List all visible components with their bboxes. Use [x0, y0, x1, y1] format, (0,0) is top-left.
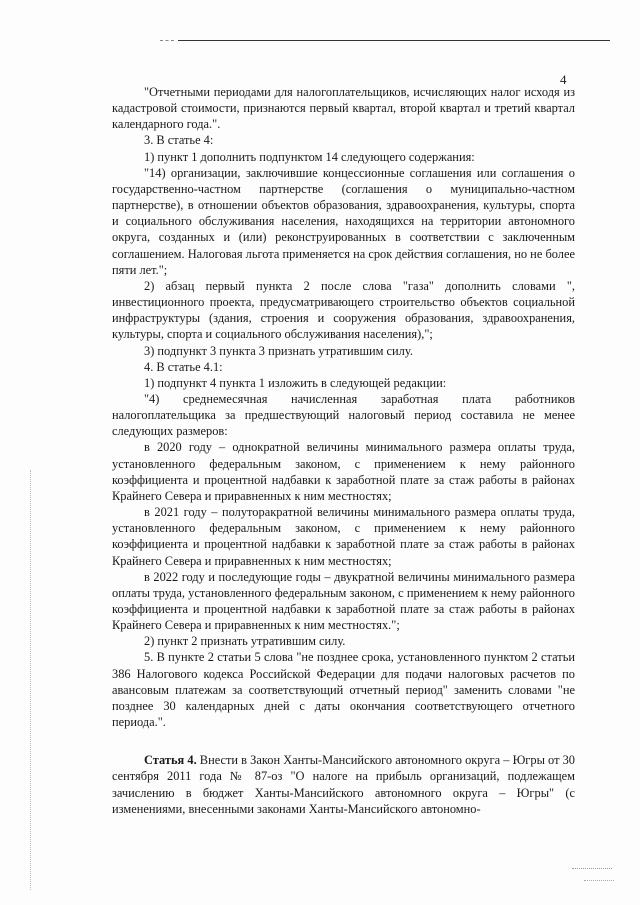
- paragraph-article4-heading: 3. В статье 4:: [144, 133, 214, 148]
- paragraph-article5-item2: 5. В пункте 2 статьи 5 слова "не позднее срока, установленного пунктом 2 статьи 386 Налогового кодекса Российской Федерации для подачи налоговых расчетов по авансовым платежам за соответствующий отчетный период" заменить словами "не позднее 30 календарных дней с даты окончания соответствующего отчетного периода.".: [112, 650, 575, 730]
- paragraph-year-2020: в 2020 году – однократной величины минимального размера оплаты труда, установленного федеральным законом, с применением к нему районного коэффициента и процентной надбавки к заработной плате за стаж работы в районах Крайнего Севера и приравненных к ним местностях;: [112, 440, 575, 503]
- footer-dots-2: [584, 880, 614, 881]
- paragraph-subitem4-intro: 1) подпункт 4 пункта 1 изложить в следующей редакции:: [144, 375, 447, 390]
- paragraph-item3: 3) подпункт 3 пункта 3 признать утратившим силу.: [144, 343, 413, 358]
- paragraph-article41-heading: 4. В статье 4.1:: [144, 359, 223, 374]
- header-dash: [160, 40, 174, 41]
- paragraph-item2: 2) абзац первый пункта 2 после слова "газа" дополнить словами ", инвестиционного проекта, предусматривающего строительство объектов социальной инфраструктуры (здания, строения и сооружения образования, здравоохранения, культуры, спорта и социального обслуживания населения),";: [112, 278, 575, 342]
- paragraph-year-2021: в 2021 году – полуторакратной величины минимального размера оплаты труда, установленного федеральным законом, с применением к нему районного коэффициента и процентной надбавки к заработной плате за стаж работы в районах Крайнего Севера и приравненных к ним местностях;: [112, 505, 575, 568]
- article-4-heading: Статья 4.: [144, 753, 197, 768]
- paragraph-subitem14: "14) организации, заключившие концессионные соглашения или соглашения о государственно-частном партнерстве (соглашения о муниципально-частном партнерстве), в отношении объектов образования, здравоохранения, культуры, спорта и социального обслуживания населения, находящихся на территории автономного округа, созданных и (или) реконструированных в соответствии с заключенным соглашением. Налоговая льгота применяется на срок действия соглашения, но не более пяти лет.";: [112, 165, 575, 277]
- margin-marks: [30, 470, 33, 890]
- document-body: [112, 84, 575, 817]
- paragraph-item1: 1) пункт 1 дополнить подпунктом 14 следующего содержания:: [144, 149, 475, 164]
- paragraph-salary-condition: "4) среднемесячная начисленная заработная плата работников налогоплательщика за предшествующий налоговый период составила не менее следующих размеров:: [112, 391, 575, 439]
- footer-dots: [572, 868, 612, 869]
- paragraph-item2-void: 2) пункт 2 признать утратившим силу.: [144, 634, 346, 649]
- paragraph-article-4: [112, 752, 575, 817]
- article-4-text: Внести в Закон Ханты-Мансийского автономного округа – Югры от 30 сентября 2011 года № 87-оз "О налоге на прибыль организаций, подлежащем зачислению в бюджет Ханты-Мансийского автономного округа – Югры" (с изменениями, внесенными законами Ханты-Мансийского автономно-: [112, 753, 575, 816]
- paragraph-reporting-periods: "Отчетными периодами для налогоплательщиков, исчисляющих налог исходя из кадастровой стоимости, признаются первый квартал, второй квартал и третий квартал календарного года.".: [112, 85, 575, 132]
- header-rule: [178, 40, 610, 41]
- paragraph-year-2022: в 2022 году и последующие годы – двукратной величины минимального размера оплаты труда, установленного федеральным законом, с применением к нему районного коэффициента и процентной надбавки к заработной плате за стаж работы в районах Крайнего Севера и приравненных к ним местностях.";: [112, 569, 575, 633]
- page-number: 4: [560, 72, 567, 87]
